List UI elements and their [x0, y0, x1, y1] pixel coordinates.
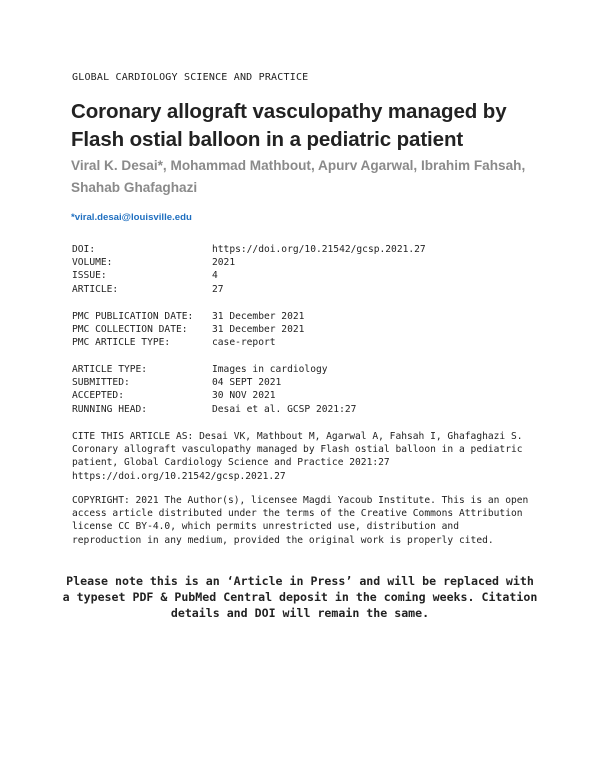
- meta-value: Desai et al. GCSP 2021:27: [212, 403, 357, 415]
- article-details: [72, 363, 356, 416]
- meta-value: case-report: [212, 337, 276, 349]
- meta-value: 31 December 2021: [212, 324, 305, 336]
- meta-row-pmc-article-type: [72, 336, 304, 349]
- article-title: Coronary allograft vasculopathy managed by Flash ostial balloon in a pediatric patient: [71, 100, 507, 151]
- meta-value: 31 December 2021: [212, 311, 305, 322]
- meta-label: PMC PUBLICATION DATE:: [72, 311, 194, 322]
- meta-row-accepted: [72, 389, 356, 402]
- pmc-details: [72, 310, 304, 350]
- meta-value: 4: [212, 270, 218, 282]
- meta-row-issue: [72, 269, 426, 282]
- meta-row-pmc-publication-date: [72, 310, 304, 323]
- article-in-press-notice: Please note this is an ‘Article in Press’ and will be replaced with a typeset PDF & PubMed Central deposit in the coming weeks. Citation details and DOI will remain the same.: [62, 574, 538, 620]
- journal-name: GLOBAL CARDIOLOGY SCIENCE AND PRACTICE: [72, 72, 309, 83]
- doi-link[interactable]: https://doi.org/10.21542/gcsp.2021.27: [212, 244, 426, 255]
- meta-row-pmc-collection-date: [72, 323, 304, 336]
- meta-row-article: [72, 283, 426, 296]
- citation-paragraph: CITE THIS ARTICLE AS: Desai VK, Mathbout M, Agarwal A, Fahsah I, Ghafaghazi S. Coronary allograft vasculopathy managed by Flash ostial balloon in a pediatric patient, Global Cardiology Science and Practice 2021:27 https://doi.org/10.21542/gcsp.2021.27: [72, 431, 523, 482]
- meta-row-article-type: [72, 363, 356, 376]
- publication-identifiers: [72, 243, 426, 296]
- meta-label: ACCEPTED:: [72, 390, 124, 402]
- meta-label: RUNNING HEAD:: [72, 403, 148, 415]
- meta-label: PMC ARTICLE TYPE:: [72, 337, 171, 349]
- meta-label: SUBMITTED:: [72, 377, 130, 389]
- meta-row-volume: [72, 256, 426, 269]
- corresponding-email-link[interactable]: *viral.desai@louisville.edu: [71, 212, 192, 223]
- meta-label: ISSUE:: [72, 270, 107, 282]
- meta-row-doi: [72, 243, 426, 256]
- meta-label: VOLUME:: [72, 257, 113, 269]
- meta-value: 2021: [212, 257, 236, 269]
- meta-label: ARTICLE:: [72, 283, 119, 295]
- author-list: Viral K. Desai*, Mohammad Mathbout, Apurv Agarwal, Ibrahim Fahsah, Shahab Ghafaghazi: [71, 158, 526, 195]
- meta-value: 27: [212, 283, 224, 295]
- meta-value: Images in cardiology: [212, 364, 328, 375]
- meta-row-submitted: [72, 376, 356, 389]
- meta-value: 30 NOV 2021: [212, 390, 276, 402]
- meta-label: PMC COLLECTION DATE:: [72, 324, 188, 336]
- meta-label: ARTICLE TYPE:: [72, 364, 148, 375]
- meta-label: DOI:: [72, 244, 96, 255]
- meta-value: 04 SEPT 2021: [212, 377, 282, 389]
- copyright-paragraph: COPYRIGHT: 2021 The Author(s), licensee Magdi Yacoub Institute. This is an open access article distributed under the terms of the Creative Commons Attribution license CC BY-4.0, which permits unrestricted use, distribution and reproduction in any medium, provided the original work is properly cited.: [72, 495, 529, 546]
- meta-row-running-head: [72, 403, 356, 416]
